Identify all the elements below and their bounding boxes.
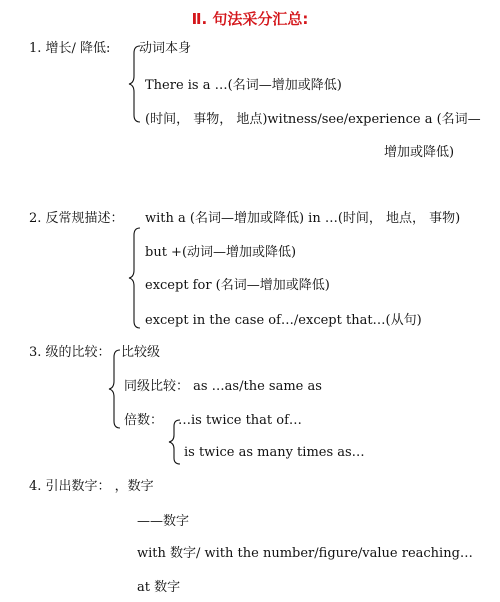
- section-3-item-3: 倍数：: [124, 413, 164, 428]
- section-3-item-1: 比较级: [121, 345, 161, 360]
- section-3-label: 3. 级的比较：: [29, 345, 111, 360]
- section-2-brace: [128, 226, 142, 330]
- section-1-item-1: 动词本身: [139, 41, 192, 56]
- section-2-label: 2. 反常规描述：: [29, 211, 124, 226]
- section-4-item-2: with 数字/ with the number/figure/value reaching…: [137, 546, 473, 561]
- section-3-brace: [108, 348, 122, 430]
- section-1-item-2: There is a …(名词—增加或降低): [145, 78, 342, 93]
- section-2-item-1: with a (名词—增加或降低) in …(时间， 地点， 事物): [145, 211, 461, 226]
- section-3-sub-item-1: …is twice that of…: [178, 413, 302, 428]
- section-1-label: 1. 增长/ 降低:: [29, 41, 111, 56]
- section-1-item-3: (时间， 事物， 地点)witness/see/experience a (名词—: [145, 112, 481, 127]
- section-2-item-2: but +(动词—增加或降低): [145, 245, 297, 260]
- section-4-item-1: ——数字: [137, 514, 190, 529]
- section-2-item-3: except for (名词—增加或降低): [145, 278, 330, 293]
- section-4-label: 4. 引出数字： ，数字: [29, 479, 154, 494]
- section-3-item-2: 同级比较： as …as/the same as: [124, 379, 322, 394]
- section-2-item-4: except in the case of…/except that…(从句): [145, 313, 422, 328]
- section-4-item-3: at 数字: [137, 580, 181, 595]
- section-3-sub-item-2: is twice as many times as…: [184, 445, 365, 460]
- section-title: Ⅱ. 句法采分汇总:: [191, 10, 309, 28]
- section-1-item-3-cont: 增加或降低): [384, 145, 455, 160]
